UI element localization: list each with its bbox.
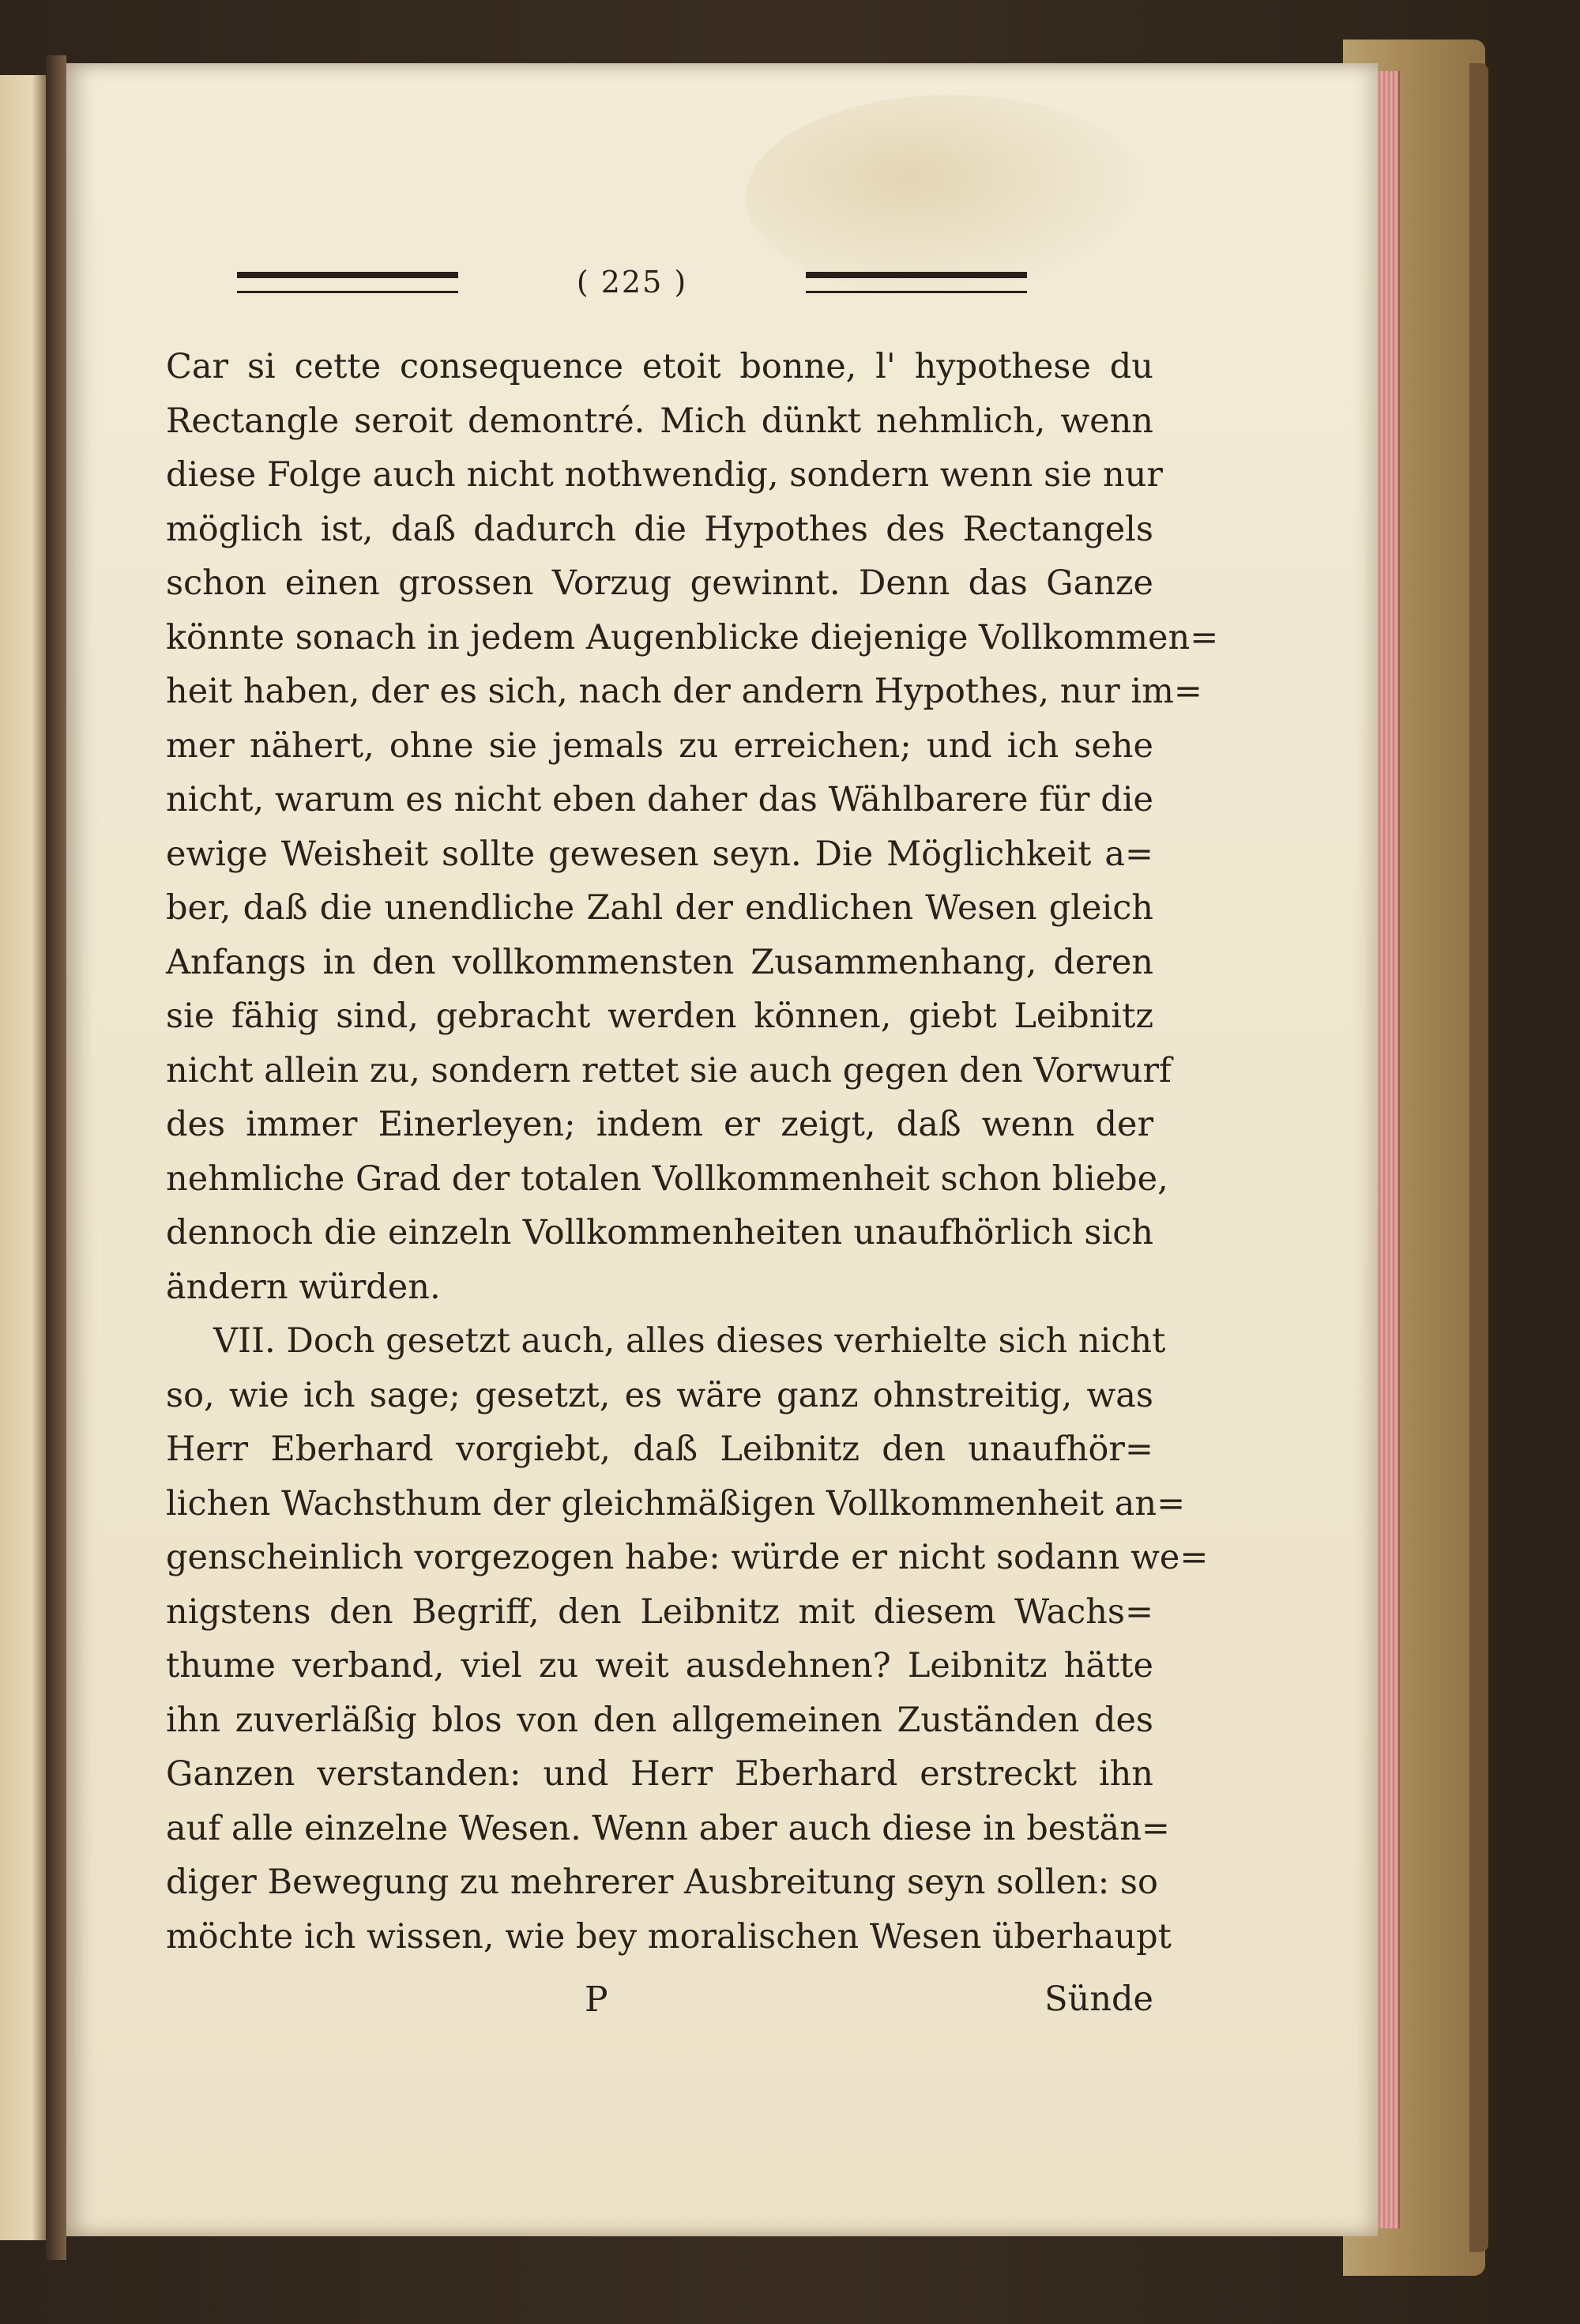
page-number: ( 225 ) [576,265,688,299]
text-line: Rectangle seroit demontré. Mich dünkt nehmlich, wenn [166,401,1153,441]
book-gutter [46,55,66,2260]
page-footer [166,1979,1153,2035]
text-line: genscheinlich vorgezogen habe: würde er nicht sodann we= [166,1538,1209,1577]
text-line: nicht, warum es nicht eben daher das Wählbarere für die [166,780,1153,819]
text-line: Herr Eberhard vorgiebt, daß Leibnitz den unaufhör= [166,1429,1153,1469]
text-line: möchte ich wissen, wie bey moralischen Wesen überhaupt [166,1916,1172,1957]
text-line: mer nähert, ohne sie jemals zu erreichen; und ich sehe [166,725,1153,766]
text-line: heit haben, der es sich, nach der andern Hypothes, nur im= [166,672,1202,711]
text-line: Anfangs in den vollkommensten Zusammenhang, deren [166,942,1153,982]
header-rule-left [237,272,458,293]
body-text [166,340,1219,1964]
running-header [237,262,1027,302]
text-line: Ganzen verstanden: und Herr Eberhard erstreckt ihn [166,1754,1153,1794]
signature-mark: P [585,1979,608,2020]
text-line: nehmliche Grad der totalen Vollkommenheit schon bliebe, [166,1158,1168,1199]
text-line: ber, daß die unendliche Zahl der endlichen Wesen gleich [166,888,1153,928]
book-cover-edge [1469,63,1488,2252]
left-facing-page [0,75,48,2240]
text-line: des immer Einerleyen; indem er zeigt, daß wenn der [166,1105,1153,1144]
text-line: sie fähig sind, gebracht werden können, giebt Leibnitz [166,996,1153,1036]
text-line: dennoch die einzeln Vollkommenheiten unaufhörlich sich [166,1213,1153,1252]
page-edges [1375,71,1400,2228]
text-line: so, wie ich sage; gesetzt, es wäre ganz ohnstreitig, was [166,1375,1153,1415]
text-line: ändern würden. [166,1267,441,1307]
text-line: möglich ist, daß dadurch die Hypothes des Rectangels [166,509,1153,549]
text-line: Car si cette consequence etoit bonne, l' hypothese du [166,347,1153,386]
text-line: diger Bewegung zu mehrerer Ausbreitung seyn sollen: so [166,1863,1158,1902]
text-line: thume verband, viel zu weit ausdehnen? Leibnitz hätte [166,1646,1153,1686]
catchword: Sünde [1044,1979,1153,2019]
text-line: ihn zuverläßig blos von den allgemeinen Zuständen des [166,1700,1153,1740]
text-line: lichen Wachsthum der gleichmäßigen Vollkommenheit an= [166,1483,1186,1524]
text-line: ewige Weisheit sollte gewesen seyn. Die Möglichkeit a= [166,834,1153,874]
text-line: könnte sonach in jedem Augenblicke diejenige Vollkommen= [166,617,1219,657]
text-line: diese Folge auch nicht nothwendig, sondern wenn sie nur [166,455,1163,495]
text-line: nicht allein zu, sondern rettet sie auch gegen den Vorwurf [166,1050,1172,1090]
text-line: nigstens den Begriff, den Leibnitz mit diesem Wachs= [166,1591,1153,1632]
text-line: VII. Doch gesetzt auch, alles dieses verhielte sich nicht [213,1321,1166,1361]
text-line: schon einen grossen Vorzug gewinnt. Denn das Ganze [166,563,1153,603]
header-rule-right [806,272,1027,293]
text-line: auf alle einzelne Wesen. Wenn aber auch diese in bestän= [166,1808,1170,1848]
